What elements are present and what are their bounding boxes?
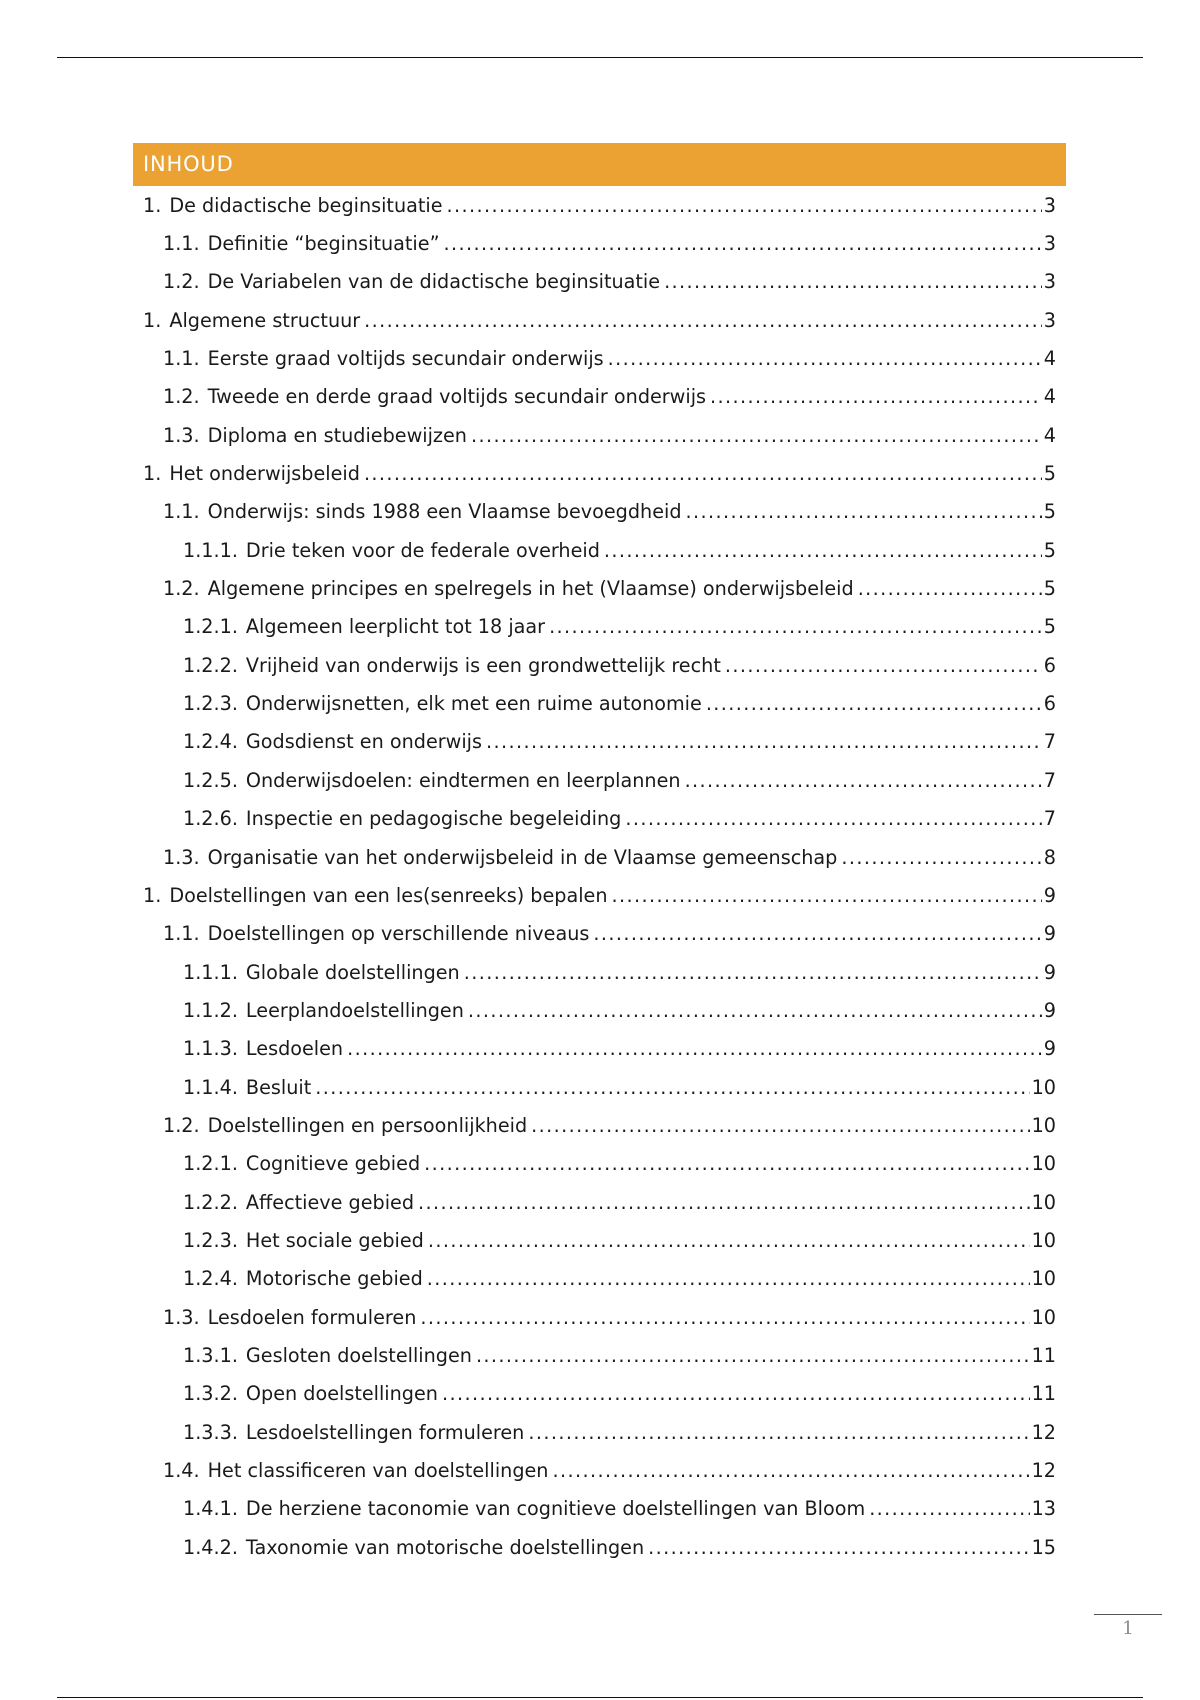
toc-entry-number: 1.1. [163, 347, 200, 371]
toc-entry-page: 3 [1043, 270, 1056, 294]
toc-entry[interactable] [133, 531, 1066, 569]
toc-entry-number: 1.3. [163, 845, 200, 869]
toc-entry-page: 6 [1043, 692, 1056, 716]
toc-entry[interactable] [133, 723, 1066, 761]
toc-dot-leader [420, 1306, 1029, 1329]
toc-dot-leader [447, 194, 1042, 217]
toc-entry-page: 10 [1031, 1305, 1056, 1329]
toc-entry-number: 1.4.1. [183, 1497, 238, 1521]
toc-entry-number: 1.2. [163, 577, 200, 601]
toc-entry-number: 1.2.2. [183, 653, 238, 677]
toc-entry[interactable] [133, 800, 1066, 838]
toc-entry-number: 1. [143, 883, 162, 907]
toc-dot-leader [364, 309, 1042, 332]
footer-rule [57, 1697, 1143, 1698]
toc-entry-title: Het classificeren van doelstellingen [207, 1459, 549, 1483]
toc-entry-page: 5 [1043, 462, 1056, 486]
toc-entry-number: 1.3.2. [183, 1382, 238, 1406]
toc-dot-leader [442, 1382, 1030, 1405]
toc-dot-leader [608, 347, 1042, 370]
toc-entry-title: Onderwijsnetten, elk met een ruime autonomie [245, 692, 702, 716]
toc-entry-title: Onderwijs: sinds 1988 een Vlaamse bevoegdheid [207, 500, 682, 524]
toc-entry-number: 1.2.3. [183, 1228, 238, 1252]
toc-list [133, 186, 1066, 1566]
toc-entry-number: 1.2.1. [183, 615, 238, 639]
toc-entry-title: Lesdoelstellingen formuleren [245, 1420, 525, 1444]
toc-entry-title: Open doelstellingen [245, 1382, 438, 1406]
toc-dot-leader [685, 769, 1042, 792]
toc-entry-number: 1.3. [163, 423, 200, 447]
toc-entry-title: Gesloten doelstellingen [245, 1343, 472, 1367]
toc-entry[interactable] [133, 1106, 1066, 1144]
toc-entry-title: Doelstellingen en persoonlijkheid [207, 1113, 528, 1137]
toc-entry[interactable] [133, 684, 1066, 722]
toc-entry-number: 1.2. [163, 1113, 200, 1137]
toc-entry-page: 3 [1043, 232, 1056, 256]
toc-entry-page: 9 [1043, 998, 1056, 1022]
toc-entry[interactable] [133, 1145, 1066, 1183]
toc-entry-title: Diploma en studiebewijzen [207, 423, 467, 447]
toc-dot-leader [612, 884, 1042, 907]
toc-entry-title: De herziene taconomie van cognitieve doelstellingen van Bloom [245, 1497, 866, 1521]
toc-entry-page: 10 [1031, 1075, 1056, 1099]
toc-entry-title: De didactische beginsituatie [169, 193, 443, 217]
toc-entry-page: 11 [1031, 1382, 1056, 1406]
toc-dot-leader [552, 1459, 1029, 1482]
toc-entry[interactable] [133, 838, 1066, 876]
toc-entry-title: Tweede en derde graad voltijds secundair onderwijs [207, 385, 707, 409]
toc-entry-page: 7 [1043, 807, 1056, 831]
toc-entry[interactable] [133, 1260, 1066, 1298]
toc-dot-leader [476, 1344, 1030, 1367]
toc-entry[interactable] [133, 646, 1066, 684]
toc-entry-page: 3 [1043, 308, 1056, 332]
toc-dot-leader [710, 385, 1042, 408]
toc-entry[interactable] [133, 953, 1066, 991]
toc-entry-title: Affectieve gebied [245, 1190, 415, 1214]
toc-entry-title: Algemene principes en spelregels in het (Vlaamse) onderwijsbeleid [207, 577, 854, 601]
toc-entry-page: 12 [1031, 1420, 1056, 1444]
toc-entry-page: 6 [1043, 653, 1056, 677]
toc-entry[interactable] [133, 569, 1066, 607]
toc-entry-number: 1.2.4. [183, 1267, 238, 1291]
toc-entry-number: 1.2. [163, 385, 200, 409]
toc-entry-title: Drie teken voor de federale overheid [245, 538, 600, 562]
toc-entry[interactable] [133, 1413, 1066, 1451]
page-number: 1 [1122, 1618, 1134, 1639]
toc-entry-title: Lesdoelen formuleren [207, 1305, 417, 1329]
toc-entry-page: 3 [1043, 193, 1056, 217]
toc-entry-page: 10 [1031, 1228, 1056, 1252]
toc-entry-number: 1.1.1. [183, 960, 238, 984]
toc-entry[interactable] [133, 224, 1066, 262]
toc-entry-title: Leerplandoelstellingen [245, 998, 464, 1022]
toc-entry-title: Het onderwijsbeleid [169, 462, 360, 486]
toc-entry-number: 1.4.2. [183, 1535, 238, 1559]
toc-dot-leader [364, 462, 1042, 485]
toc-entry-page: 4 [1043, 385, 1056, 409]
toc-dot-leader [549, 615, 1042, 638]
toc-entry-number: 1.3.1. [183, 1343, 238, 1367]
toc-entry-title: Globale doelstellingen [245, 960, 460, 984]
toc-entry[interactable] [133, 1451, 1066, 1489]
toc-dot-leader [725, 654, 1042, 677]
toc-entry[interactable] [133, 915, 1066, 953]
toc-entry-title: Algemeen leerplicht tot 18 jaar [245, 615, 546, 639]
toc-entry-title: Organisatie van het onderwijsbeleid in de Vlaamse gemeenschap [207, 845, 838, 869]
toc-entry-number: 1.1.2. [183, 998, 238, 1022]
toc-entry-number: 1.1.3. [183, 1037, 238, 1061]
toc-entry-number: 1.2.4. [183, 730, 238, 754]
toc-entry-title: Het sociale gebied [245, 1228, 424, 1252]
toc-dot-leader [444, 232, 1042, 255]
toc-entry-title: Onderwijsdoelen: eindtermen en leerplannen [245, 768, 681, 792]
toc-dot-leader [528, 1421, 1029, 1444]
toc-entry-title: Doelstellingen op verschillende niveaus [207, 922, 590, 946]
toc-entry-title: De Variabelen van de didactische beginsituatie [207, 270, 661, 294]
toc-dot-leader [418, 1191, 1030, 1214]
toc-entry[interactable] [133, 1375, 1066, 1413]
toc-entry-number: 1.2.3. [183, 692, 238, 716]
toc-entry-page: 10 [1031, 1113, 1056, 1137]
toc-entry[interactable] [133, 991, 1066, 1029]
toc-entry-title: Eerste graad voltijds secundair onderwijs [207, 347, 604, 371]
toc-dot-leader [464, 961, 1042, 984]
toc-entry-number: 1. [143, 308, 162, 332]
toc-entry-page: 5 [1043, 500, 1056, 524]
toc-entry[interactable] [133, 454, 1066, 492]
toc-dot-leader [471, 424, 1042, 447]
toc-dot-leader [858, 577, 1042, 600]
toc-entry-number: 1.2.6. [183, 807, 238, 831]
toc-entry-page: 5 [1043, 577, 1056, 601]
toc-entry[interactable] [133, 1221, 1066, 1259]
toc-entry-number: 1.1. [163, 232, 200, 256]
toc-dot-leader [604, 539, 1042, 562]
toc-entry-number: 1. [143, 193, 162, 217]
toc-entry-title: Definitie “beginsituatie” [207, 232, 440, 256]
toc-entry-number: 1.2.5. [183, 768, 238, 792]
toc-entry-page: 7 [1043, 768, 1056, 792]
toc-entry-number: 1.1.1. [183, 538, 238, 562]
toc-entry-page: 12 [1031, 1459, 1056, 1483]
toc-entry[interactable] [133, 1068, 1066, 1106]
toc-entry-page: 4 [1043, 423, 1056, 447]
toc-entry[interactable] [133, 876, 1066, 914]
toc-entry[interactable] [133, 1030, 1066, 1068]
toc-dot-leader [625, 807, 1041, 830]
toc-entry-number: 1.2. [163, 270, 200, 294]
toc-dot-leader [531, 1114, 1029, 1137]
toc-entry-page: 8 [1043, 845, 1056, 869]
toc-entry[interactable] [133, 186, 1066, 224]
toc-entry[interactable] [133, 263, 1066, 301]
toc-dot-leader [869, 1497, 1029, 1520]
toc-entry[interactable] [133, 1490, 1066, 1528]
table-of-contents [133, 143, 1066, 1566]
toc-entry[interactable] [133, 1528, 1066, 1566]
toc-dot-leader [468, 999, 1042, 1022]
header-rule [57, 57, 1143, 58]
toc-entry[interactable] [133, 1336, 1066, 1374]
toc-entry[interactable] [133, 416, 1066, 454]
toc-dot-leader [593, 922, 1041, 945]
toc-entry-number: 1.1.4. [183, 1075, 238, 1099]
toc-entry[interactable] [133, 761, 1066, 799]
toc-entry-number: 1.1. [163, 500, 200, 524]
toc-entry[interactable] [133, 1183, 1066, 1221]
toc-entry-title: Inspectie en pedagogische begeleiding [245, 807, 622, 831]
toc-entry-title: Taxonomie van motorische doelstellingen [245, 1535, 645, 1559]
toc-entry-title: Godsdienst en onderwijs [245, 730, 482, 754]
toc-entry-page: 4 [1043, 347, 1056, 371]
toc-entry-number: 1.3. [163, 1305, 200, 1329]
toc-entry-number: 1.2.2. [183, 1190, 238, 1214]
toc-entry-page: 9 [1043, 1037, 1056, 1061]
toc-dot-leader [486, 730, 1042, 753]
toc-dot-leader [706, 692, 1042, 715]
toc-entry[interactable] [133, 608, 1066, 646]
toc-dot-leader [427, 1267, 1030, 1290]
toc-entry[interactable] [133, 378, 1066, 416]
toc-dot-leader [664, 270, 1042, 293]
toc-dot-leader [686, 500, 1042, 523]
toc-entry-title: Cognitieve gebied [245, 1152, 421, 1176]
toc-entry-title: Motorische gebied [245, 1267, 423, 1291]
toc-dot-leader [841, 846, 1041, 869]
toc-entry[interactable] [133, 1298, 1066, 1336]
toc-entry-page: 11 [1031, 1343, 1056, 1367]
page-number-rule [1094, 1614, 1162, 1615]
toc-entry-page: 15 [1031, 1535, 1056, 1559]
toc-entry-number: 1. [143, 462, 162, 486]
toc-entry-title: Vrijheid van onderwijs is een grondwettelijk recht [245, 653, 721, 677]
toc-entry-page: 9 [1043, 922, 1056, 946]
toc-dot-leader [428, 1229, 1030, 1252]
toc-entry[interactable] [133, 301, 1066, 339]
toc-dot-leader [424, 1152, 1029, 1175]
toc-heading: INHOUD [133, 143, 1066, 186]
toc-entry[interactable] [133, 493, 1066, 531]
toc-entry-title: Besluit [245, 1075, 312, 1099]
toc-dot-leader [648, 1536, 1029, 1559]
toc-entry-number: 1.3.3. [183, 1420, 238, 1444]
toc-entry-title: Doelstellingen van een les(senreeks) bepalen [169, 883, 608, 907]
toc-dot-leader [315, 1076, 1029, 1099]
toc-entry-page: 10 [1031, 1152, 1056, 1176]
toc-entry-title: Lesdoelen [245, 1037, 344, 1061]
toc-entry-number: 1.1. [163, 922, 200, 946]
toc-dot-leader [347, 1037, 1042, 1060]
toc-entry-page: 10 [1031, 1190, 1056, 1214]
toc-entry-number: 1.2.1. [183, 1152, 238, 1176]
toc-entry-page: 10 [1031, 1267, 1056, 1291]
toc-entry-title: Algemene structuur [169, 308, 361, 332]
toc-entry-page: 5 [1043, 538, 1056, 562]
toc-entry-number: 1.4. [163, 1459, 200, 1483]
toc-entry[interactable] [133, 339, 1066, 377]
toc-entry-page: 9 [1043, 883, 1056, 907]
toc-entry-page: 9 [1043, 960, 1056, 984]
toc-entry-page: 7 [1043, 730, 1056, 754]
toc-entry-page: 13 [1031, 1497, 1056, 1521]
toc-entry-page: 5 [1043, 615, 1056, 639]
